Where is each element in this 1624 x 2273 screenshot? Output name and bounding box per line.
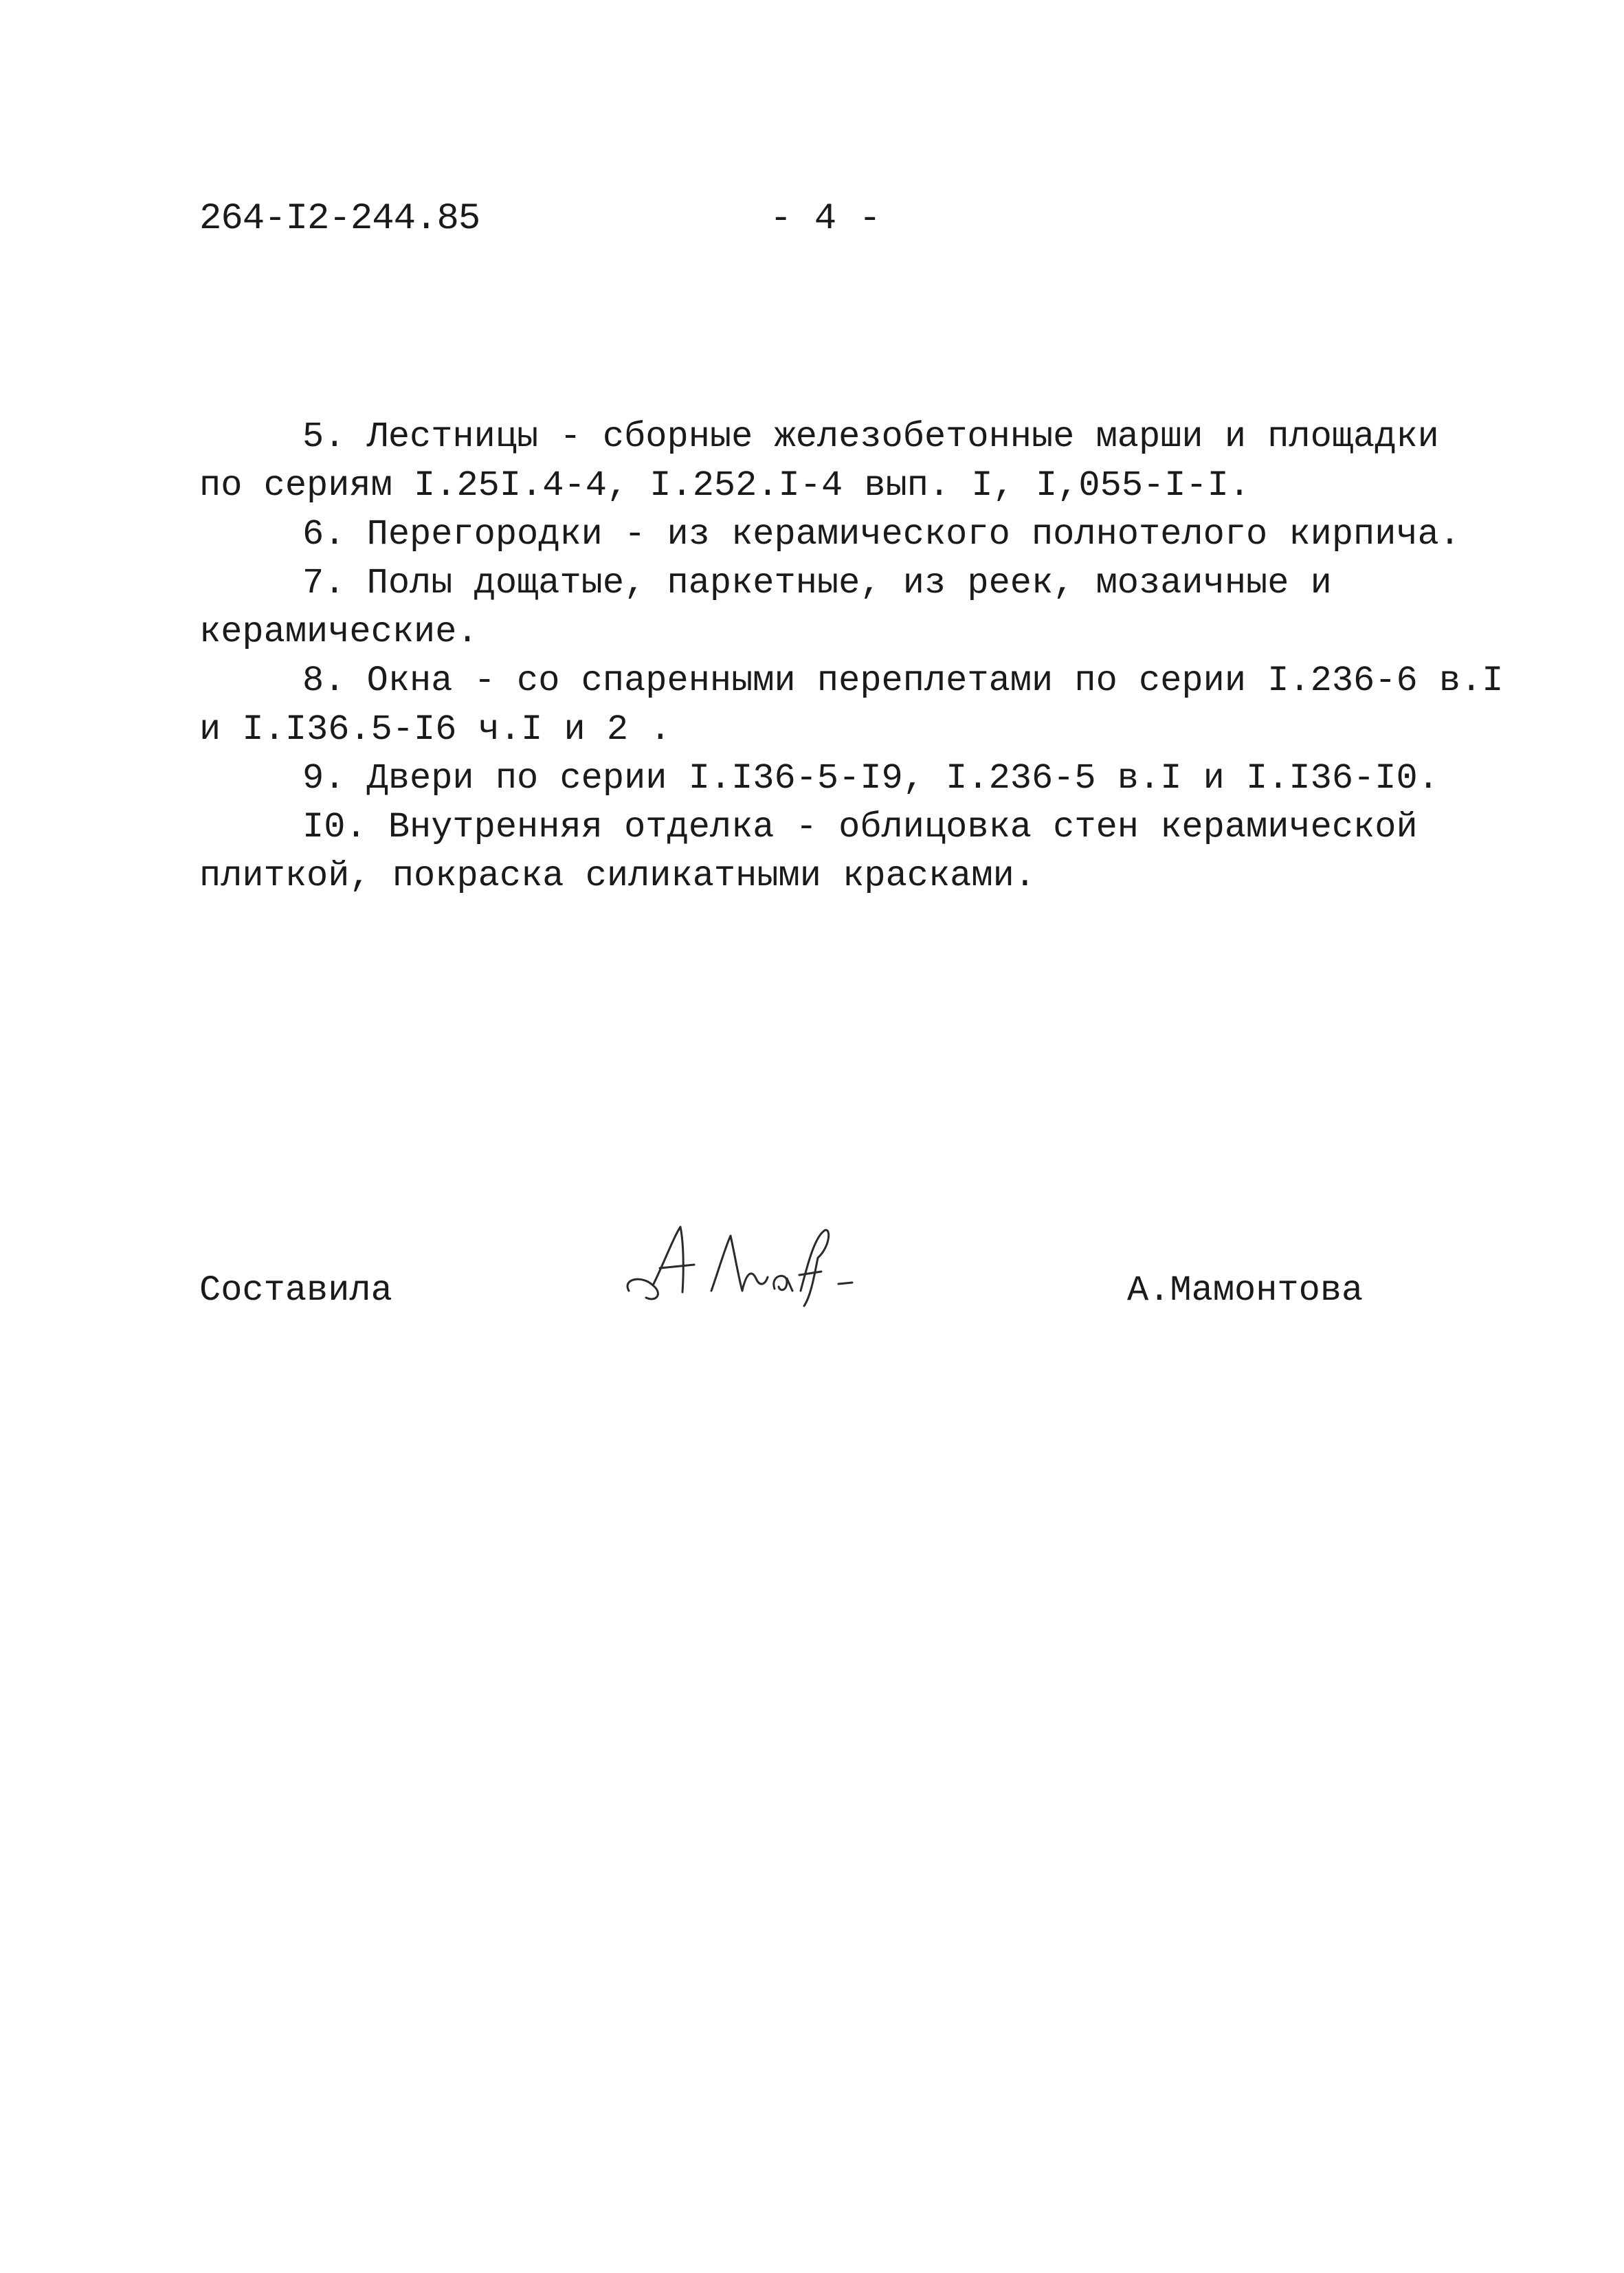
body-line: плиткой, покраска силикатными красками.: [199, 856, 1036, 896]
body-line: по сериям I.25I.4-4, I.252.I-4 вып. I, I,055-I-I.: [199, 465, 1251, 506]
handwritten-signature: [615, 1210, 876, 1313]
body-line: 6. Перегородки - из керамического полнотелого кирпича.: [302, 514, 1461, 555]
body-line: 9. Двери по серии I.I36-5-I9, I.236-5 в.I и I.I36-I0.: [302, 758, 1439, 799]
body-line: керамические.: [199, 612, 478, 652]
body-line: 7. Полы дощатые, паркетные, из реек, мозаичные и: [302, 563, 1332, 603]
body-line: I0. Внутренняя отделка - облицовка стен керамической: [302, 807, 1418, 847]
body-line: 5. Лестницы - сборные железобетонные марши и площадки: [302, 417, 1439, 457]
page-number: - 4 -: [770, 198, 882, 240]
body-text: [199, 412, 1505, 900]
document-code: 264-I2-244.85: [199, 198, 480, 240]
signatory-name: А.Мамонтова: [1127, 1270, 1364, 1311]
body-line: 8. Окна - со спаренными переплетами по серии I.236-6 в.I: [302, 661, 1504, 701]
compiled-by-label: Составила: [199, 1270, 392, 1311]
body-line: и I.I36.5-I6 ч.I и 2 .: [199, 709, 671, 750]
